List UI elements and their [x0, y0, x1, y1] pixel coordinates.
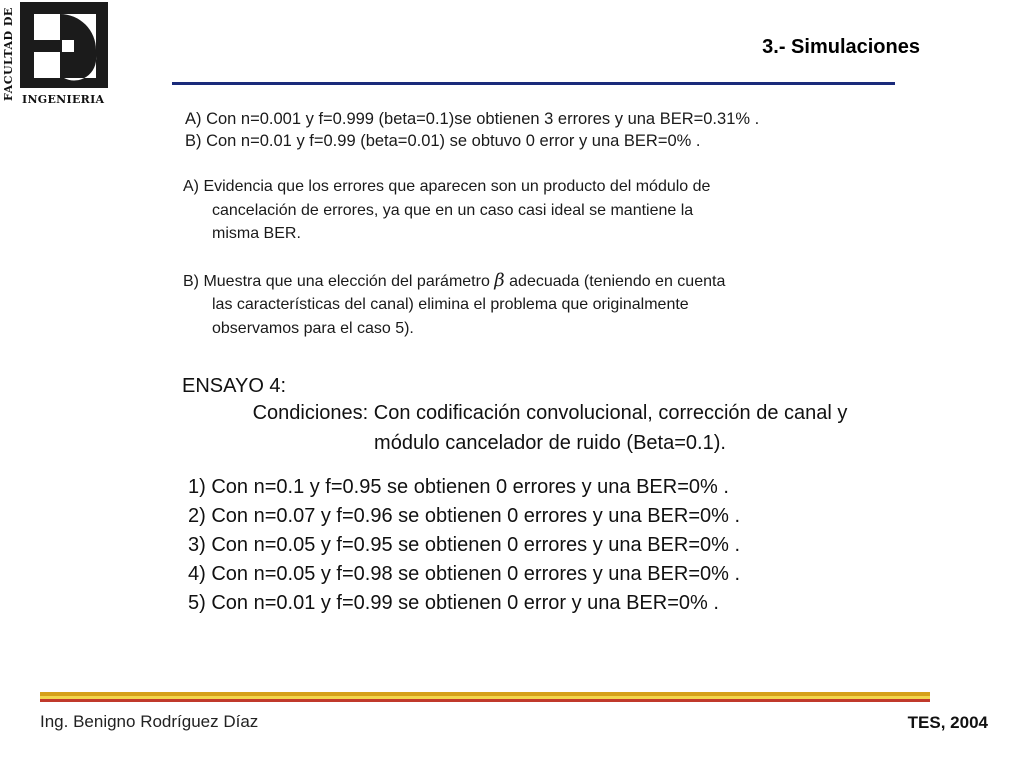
result-item-1: 1) Con n=0.1 y f=0.95 se obtienen 0 errores y una BER=0% .: [188, 476, 729, 498]
footer-event: TES, 2004: [907, 713, 988, 732]
point-b-line-1-end: adecuada (teniendo en cuenta: [509, 273, 726, 290]
slide-title: 3.- Simulaciones: [762, 36, 920, 58]
condiciones-line-1: Condiciones: Con codificación convolucional, corrección de canal y: [252, 402, 848, 424]
beta-symbol: β: [494, 270, 505, 291]
title-divider: [172, 82, 895, 85]
point-a-line-2: cancelación de errores, ya que en un caso casi ideal se mantiene la: [212, 202, 694, 219]
point-b-line-1: [183, 270, 725, 291]
result-item-2: 2) Con n=0.07 y f=0.96 se obtienen 0 errores y una BER=0% .: [188, 505, 741, 527]
result-b-line: B) Con n=0.01 y f=0.99 (beta=0.01) se obtuvo 0 error y una BER=0% .: [185, 132, 701, 150]
result-a-line: A) Con n=0.001 y f=0.999 (beta=0.1)se obtienen 3 errores y una BER=0.31% .: [185, 110, 760, 128]
point-a-line-1: A) Evidencia que los errores que aparecen son un producto del módulo de: [183, 178, 711, 195]
condiciones-line-2: módulo cancelador de ruido (Beta=0.1).: [374, 432, 726, 454]
faculty-logo: [0, 0, 115, 110]
logo-horizontal-text: INGENIERIA: [22, 93, 105, 106]
point-b-line-2: las características del canal) elimina el problema que originalmente: [212, 296, 689, 313]
result-item-3: 3) Con n=0.05 y f=0.95 se obtienen 0 errores y una BER=0% .: [188, 534, 741, 556]
point-a-line-3: misma BER.: [212, 225, 301, 242]
result-item-5: 5) Con n=0.01 y f=0.99 se obtienen 0 error y una BER=0% .: [188, 592, 719, 614]
ensayo-heading: ENSAYO 4:: [182, 375, 287, 397]
logo-vertical-text: FACULTAD DE: [2, 7, 15, 101]
point-b-line-1-start: B) Muestra que una elección del parámetro: [183, 273, 490, 290]
point-b-line-3: observamos para el caso 5).: [212, 320, 414, 337]
result-item-4: 4) Con n=0.05 y f=0.98 se obtienen 0 errores y una BER=0% .: [188, 563, 741, 585]
footer-author: Ing. Benigno Rodríguez Díaz: [40, 712, 259, 731]
footer-bar-red: [40, 699, 930, 702]
